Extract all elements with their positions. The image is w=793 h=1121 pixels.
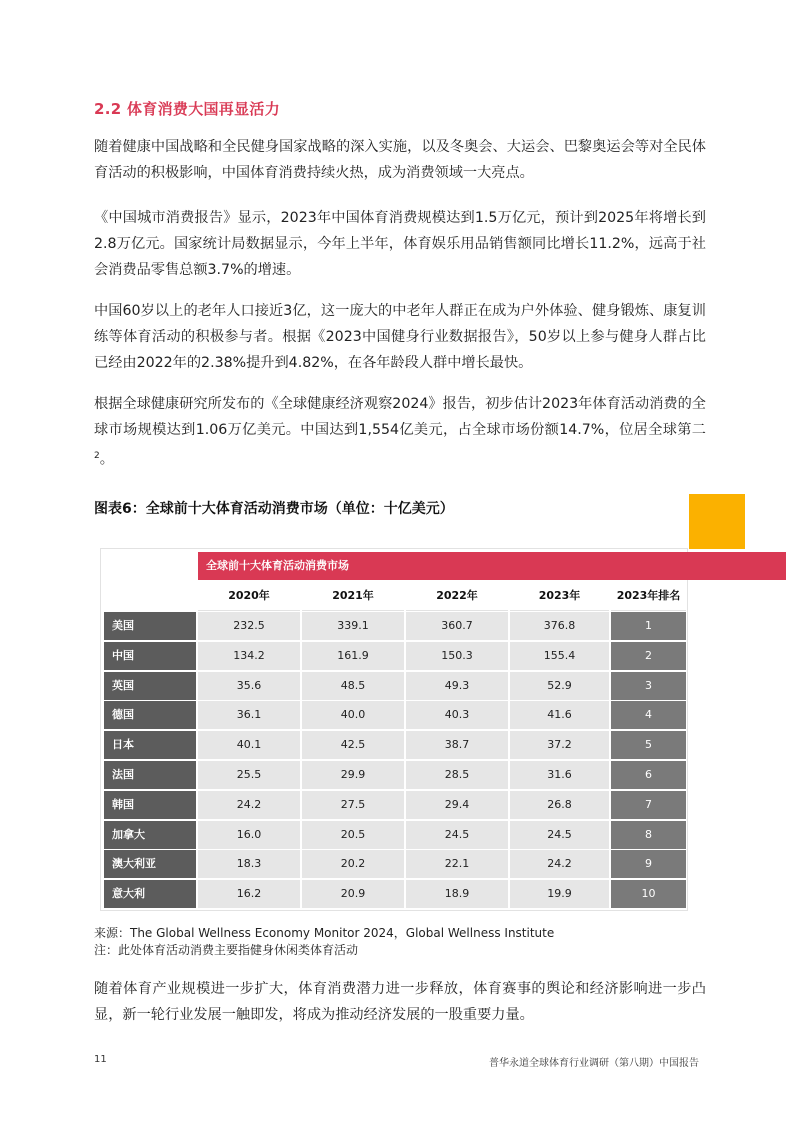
value-cell: 38.7 [406,731,508,759]
value-cell: 37.2 [510,731,609,759]
value-cell: 40.0 [302,701,404,729]
value-cell: 155.4 [510,642,609,670]
rank-cell: 5 [611,731,686,759]
rank-cell: 10 [611,880,686,908]
rank-cell: 6 [611,761,686,789]
country-cell: 韩国 [104,791,196,819]
value-cell: 27.5 [302,791,404,819]
value-cell: 41.6 [510,701,609,729]
paragraph-4-text: 根据全球健康研究所发布的《全球健康经济观察2024》报告，初步估计2023年体育活动消费的全球市场规模达到1.06万亿美元。中国达到1,554亿美元，占全球市场份额14.7%，位居全球第二 [94,396,706,438]
value-cell: 24.2 [198,791,300,819]
paragraph-1: 随着健康中国战略和全民健身国家战略的深入实施，以及冬奥会、大运会、巴黎奥运会等对全民体育活动的积极影响，中国体育消费持续火热，成为消费领域一大亮点。 [94,139,706,181]
rank-cell: 3 [611,672,686,700]
value-cell: 134.2 [198,642,300,670]
country-cell: 意大利 [104,880,196,908]
table-row [104,850,686,878]
country-cell: 日本 [104,731,196,759]
value-cell: 376.8 [510,612,609,640]
table-row [104,701,686,729]
rank-cell: 1 [611,612,686,640]
value-cell: 20.9 [302,880,404,908]
table-row [104,821,686,849]
table-row [104,880,686,908]
value-cell: 360.7 [406,612,508,640]
value-cell: 48.5 [302,672,404,700]
footnote-ref[interactable]: 2 [94,451,100,461]
table-row [104,731,686,759]
country-cell: 德国 [104,701,196,729]
source-text: 来源：The Global Wellness Economy Monitor 2024，Global Wellness Institute [94,926,555,940]
value-cell: 150.3 [406,642,508,670]
column-header: 2023年排名 [611,582,686,611]
value-cell: 339.1 [302,612,404,640]
paragraph-4 [94,391,706,473]
value-cell: 28.5 [406,761,508,789]
value-cell: 35.6 [198,672,300,700]
value-cell: 24.2 [510,850,609,878]
column-header: 2020年 [198,582,300,611]
country-cell: 法国 [104,761,196,789]
value-cell: 25.5 [198,761,300,789]
accent-square [689,494,745,549]
table-row [104,612,686,640]
value-cell: 42.5 [302,731,404,759]
rank-cell: 2 [611,642,686,670]
section-title: 2.2 体育消费大国再显活力 [94,100,280,118]
value-cell: 18.9 [406,880,508,908]
paragraph-4-end: 。 [99,451,114,468]
column-header: 2022年 [406,582,508,611]
value-cell: 19.9 [510,880,609,908]
value-cell: 36.1 [198,701,300,729]
value-cell: 40.1 [198,731,300,759]
value-cell: 29.4 [406,791,508,819]
source-note [94,925,554,959]
value-cell: 49.3 [406,672,508,700]
paragraph-3: 中国60岁以上的老年人口接近3亿，这一庞大的中老年人群正在成为户外体验、健身锻炼、康复训练等体育活动的积极参与者。根据《2023中国健身行业数据报告》，50岁以上参与健身人群占比已经由2022年的2.38%提升到4.82%，在各年龄段人群中增长最快。 [94,303,706,371]
column-header: 2021年 [302,582,404,611]
value-cell: 24.5 [406,821,508,849]
value-cell: 24.5 [510,821,609,849]
rank-cell: 9 [611,850,686,878]
country-cell: 加拿大 [104,821,196,849]
footer-title: 普华永道全球体育行业调研（第八期）中国报告 [489,1058,699,1069]
table-row [104,761,686,789]
table-row [104,642,686,670]
country-cell: 澳大利亚 [104,850,196,878]
value-cell: 29.9 [302,761,404,789]
value-cell: 31.6 [510,761,609,789]
value-cell: 26.8 [510,791,609,819]
column-header: 2023年 [510,582,609,611]
rank-cell: 8 [611,821,686,849]
value-cell: 16.0 [198,821,300,849]
value-cell: 232.5 [198,612,300,640]
value-cell: 18.3 [198,850,300,878]
note-text: 注：此处体育活动消费主要指健身休闲类体育活动 [94,943,359,957]
value-cell: 20.5 [302,821,404,849]
data-table [100,548,688,911]
rank-cell: 4 [611,701,686,729]
paragraph-5: 随着体育产业规模进一步扩大，体育消费潜力进一步释放，体育赛事的舆论和经济影响进一步凸显，新一轮行业发展一触即发，将成为推动经济发展的一股重要力量。 [94,981,706,1023]
value-cell: 161.9 [302,642,404,670]
country-cell: 美国 [104,612,196,640]
table-title: 全球前十大体育活动消费市场 [198,552,786,580]
value-cell: 22.1 [406,850,508,878]
country-cell: 英国 [104,672,196,700]
figure-title: 图表6：全球前十大体育活动消费市场（单位：十亿美元） [94,501,454,517]
rank-cell: 7 [611,791,686,819]
value-cell: 40.3 [406,701,508,729]
page-number: 11 [94,1054,107,1065]
table-row [104,791,686,819]
value-cell: 16.2 [198,880,300,908]
value-cell: 20.2 [302,850,404,878]
value-cell: 52.9 [510,672,609,700]
paragraph-2: 《中国城市消费报告》显示，2023年中国体育消费规模达到1.5万亿元，预计到2025年将增长到2.8万亿元。国家统计局数据显示，今年上半年，体育娱乐用品销售额同比增长11.2%，远高于社会消费品零售总额3.7%的增速。 [94,210,706,278]
country-cell: 中国 [104,642,196,670]
table-row [104,672,686,700]
